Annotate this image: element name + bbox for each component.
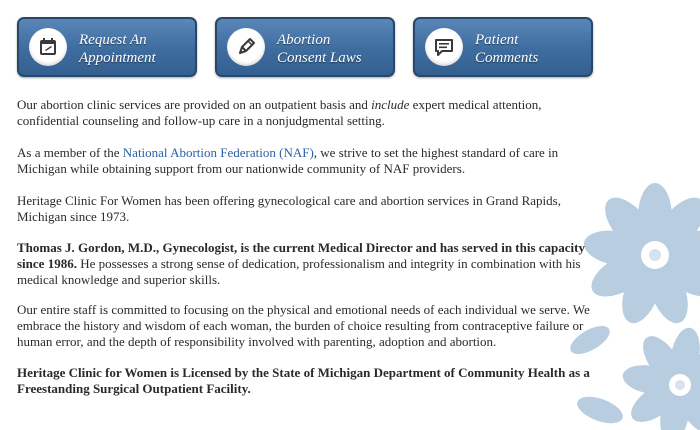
consent-laws-label: Abortion Consent Laws [277, 32, 362, 66]
patient-comments-button[interactable] [413, 17, 593, 77]
services-paragraph: Our abortion clinic services are provided on an outpatient basis and include expert medical attention, confidential counseling and follow-up care in a nonjudgmental setting. [17, 97, 542, 128]
request-appointment-button[interactable] [17, 17, 197, 77]
naf-paragraph: As a member of the National Abortion Federation (NAF), we strive to set the highest standard of care in Michigan while obtaining support from our nationwide community of NAF providers. [17, 145, 559, 176]
naf-link[interactable]: National Abortion Federation (NAF) [122, 145, 314, 160]
history-paragraph: Heritage Clinic For Women has been offering gynecological care and abortion services in Grand Rapids, Michigan since 1973. [17, 193, 561, 224]
license-paragraph: Heritage Clinic for Women is Licensed by the State of Michigan Department of Community Health as a Freestanding Surgical Outpatient Facility. [17, 365, 590, 396]
medical-director-paragraph: Thomas J. Gordon, M.D., Gynecologist, is the current Medical Director and has served in this capacity since 1986. He possesses a strong sense of dedication, professionalism and integrity in combination with his medical knowledge and superior skills. [17, 240, 586, 287]
staff-paragraph: Our entire staff is committed to focusing on the physical and emotional needs of each individual we serve. We embrace the history and wisdom of each woman, the burden of choice resulting from contraceptive failure or human error, and the depth of responsibility involved with parenting, adoption and abortion. [17, 302, 590, 349]
patient-comments-label: Patient Comments [475, 32, 539, 66]
request-appointment-label: Request An Appointment [79, 32, 156, 66]
calendar-icon [29, 28, 67, 66]
comment-icon [425, 28, 463, 66]
consent-laws-button[interactable] [215, 17, 395, 77]
pen-icon [227, 28, 265, 66]
